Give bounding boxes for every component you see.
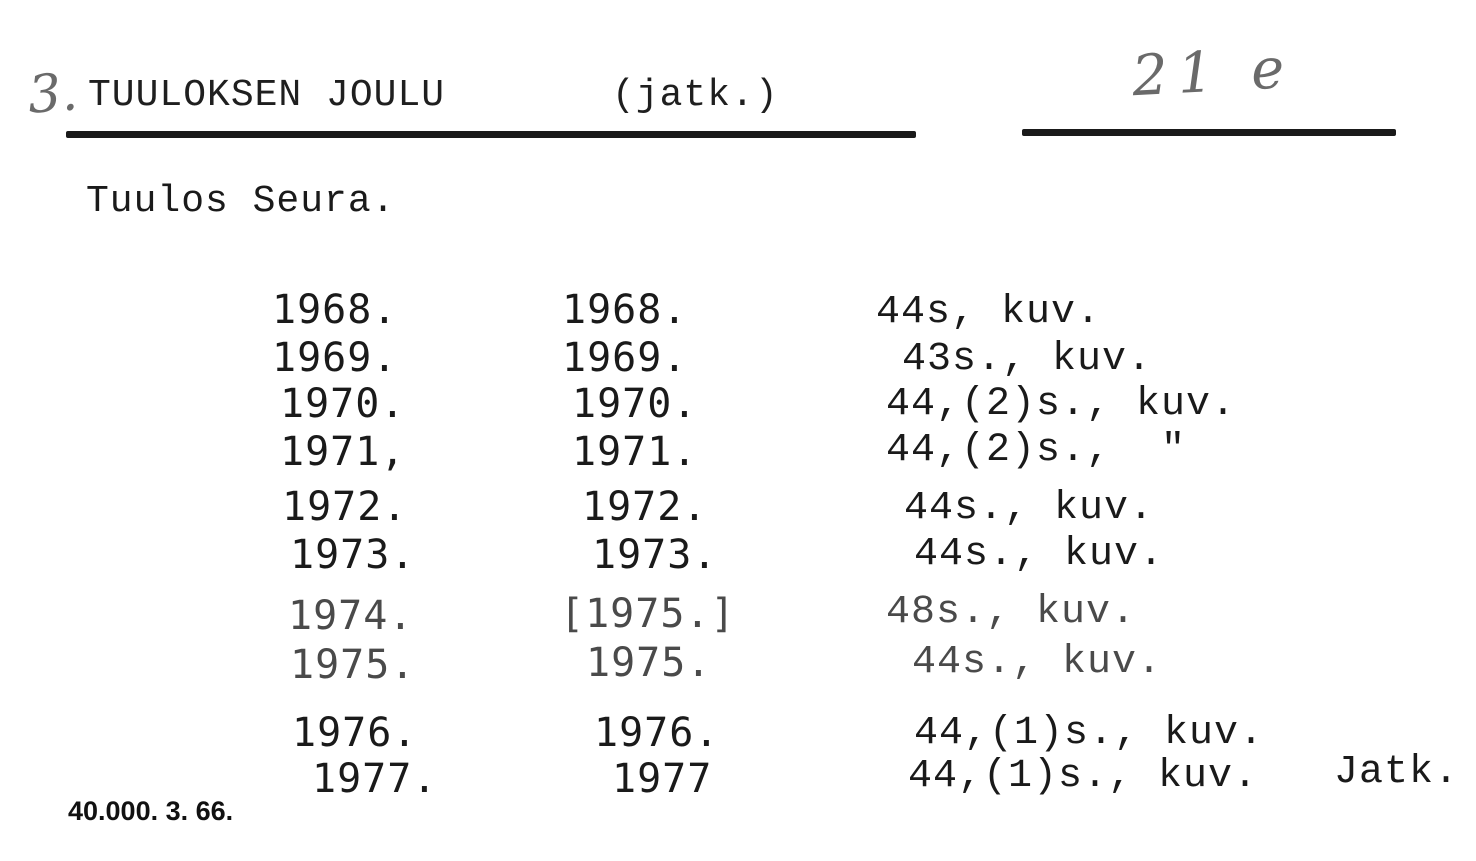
- entry-publication-year: 1969.: [562, 335, 688, 381]
- continued-label: Jatk.: [1334, 750, 1460, 795]
- entry-publication-year: 1975.: [586, 640, 712, 686]
- entry-year: 1970.: [280, 381, 406, 427]
- entry-year: 1972.: [282, 484, 408, 530]
- handwritten-card-number: 3.: [25, 62, 80, 126]
- entry-publication-year: 1976.: [594, 710, 720, 756]
- entry-publication-year: 1968.: [562, 287, 688, 333]
- entry-description: 44,(1)s., kuv.: [908, 754, 1259, 799]
- entry-year: 1969.: [272, 335, 398, 381]
- entry-year: 1968.: [272, 287, 398, 333]
- entry-publication-year: 1972.: [582, 484, 708, 530]
- entry-year: 1974.: [288, 593, 414, 639]
- entry-description: 44s., kuv.: [904, 486, 1155, 531]
- entry-publication-year: 1970.: [572, 381, 698, 427]
- title-underline: [66, 131, 916, 138]
- card-title-suffix: (jatk.): [612, 74, 779, 117]
- entry-year: 1971,: [280, 429, 406, 475]
- entry-description: 44s., kuv.: [914, 532, 1165, 577]
- entry-description: 48s., kuv.: [886, 590, 1137, 635]
- entry-publication-year: 1971.: [572, 429, 698, 475]
- entry-publication-year: 1977: [612, 756, 713, 802]
- entry-publication-year: 1973.: [592, 532, 718, 578]
- entry-year: 1975.: [290, 642, 416, 688]
- entry-description: 44s., kuv.: [912, 640, 1163, 685]
- print-code: 40.000. 3. 66.: [68, 796, 234, 826]
- classification-underline: [1022, 129, 1396, 136]
- entry-publication-year: [1975.]: [560, 591, 736, 637]
- entry-description: 43s., kuv.: [902, 337, 1153, 382]
- entry-description: 44,(2)s., kuv.: [886, 382, 1237, 427]
- card-title: TUULOKSEN JOULU: [88, 74, 446, 117]
- entry-description: 44,(2)s., ": [886, 428, 1187, 473]
- entry-description: 44s, kuv.: [876, 290, 1102, 335]
- entry-description: 44,(1)s., kuv.: [914, 711, 1265, 756]
- publisher-name: Tuulos Seura.: [86, 180, 396, 223]
- entry-year: 1973.: [290, 532, 416, 578]
- entry-year: 1977.: [312, 756, 438, 802]
- entry-year: 1976.: [292, 710, 418, 756]
- handwritten-classification: 21 e: [1130, 35, 1296, 110]
